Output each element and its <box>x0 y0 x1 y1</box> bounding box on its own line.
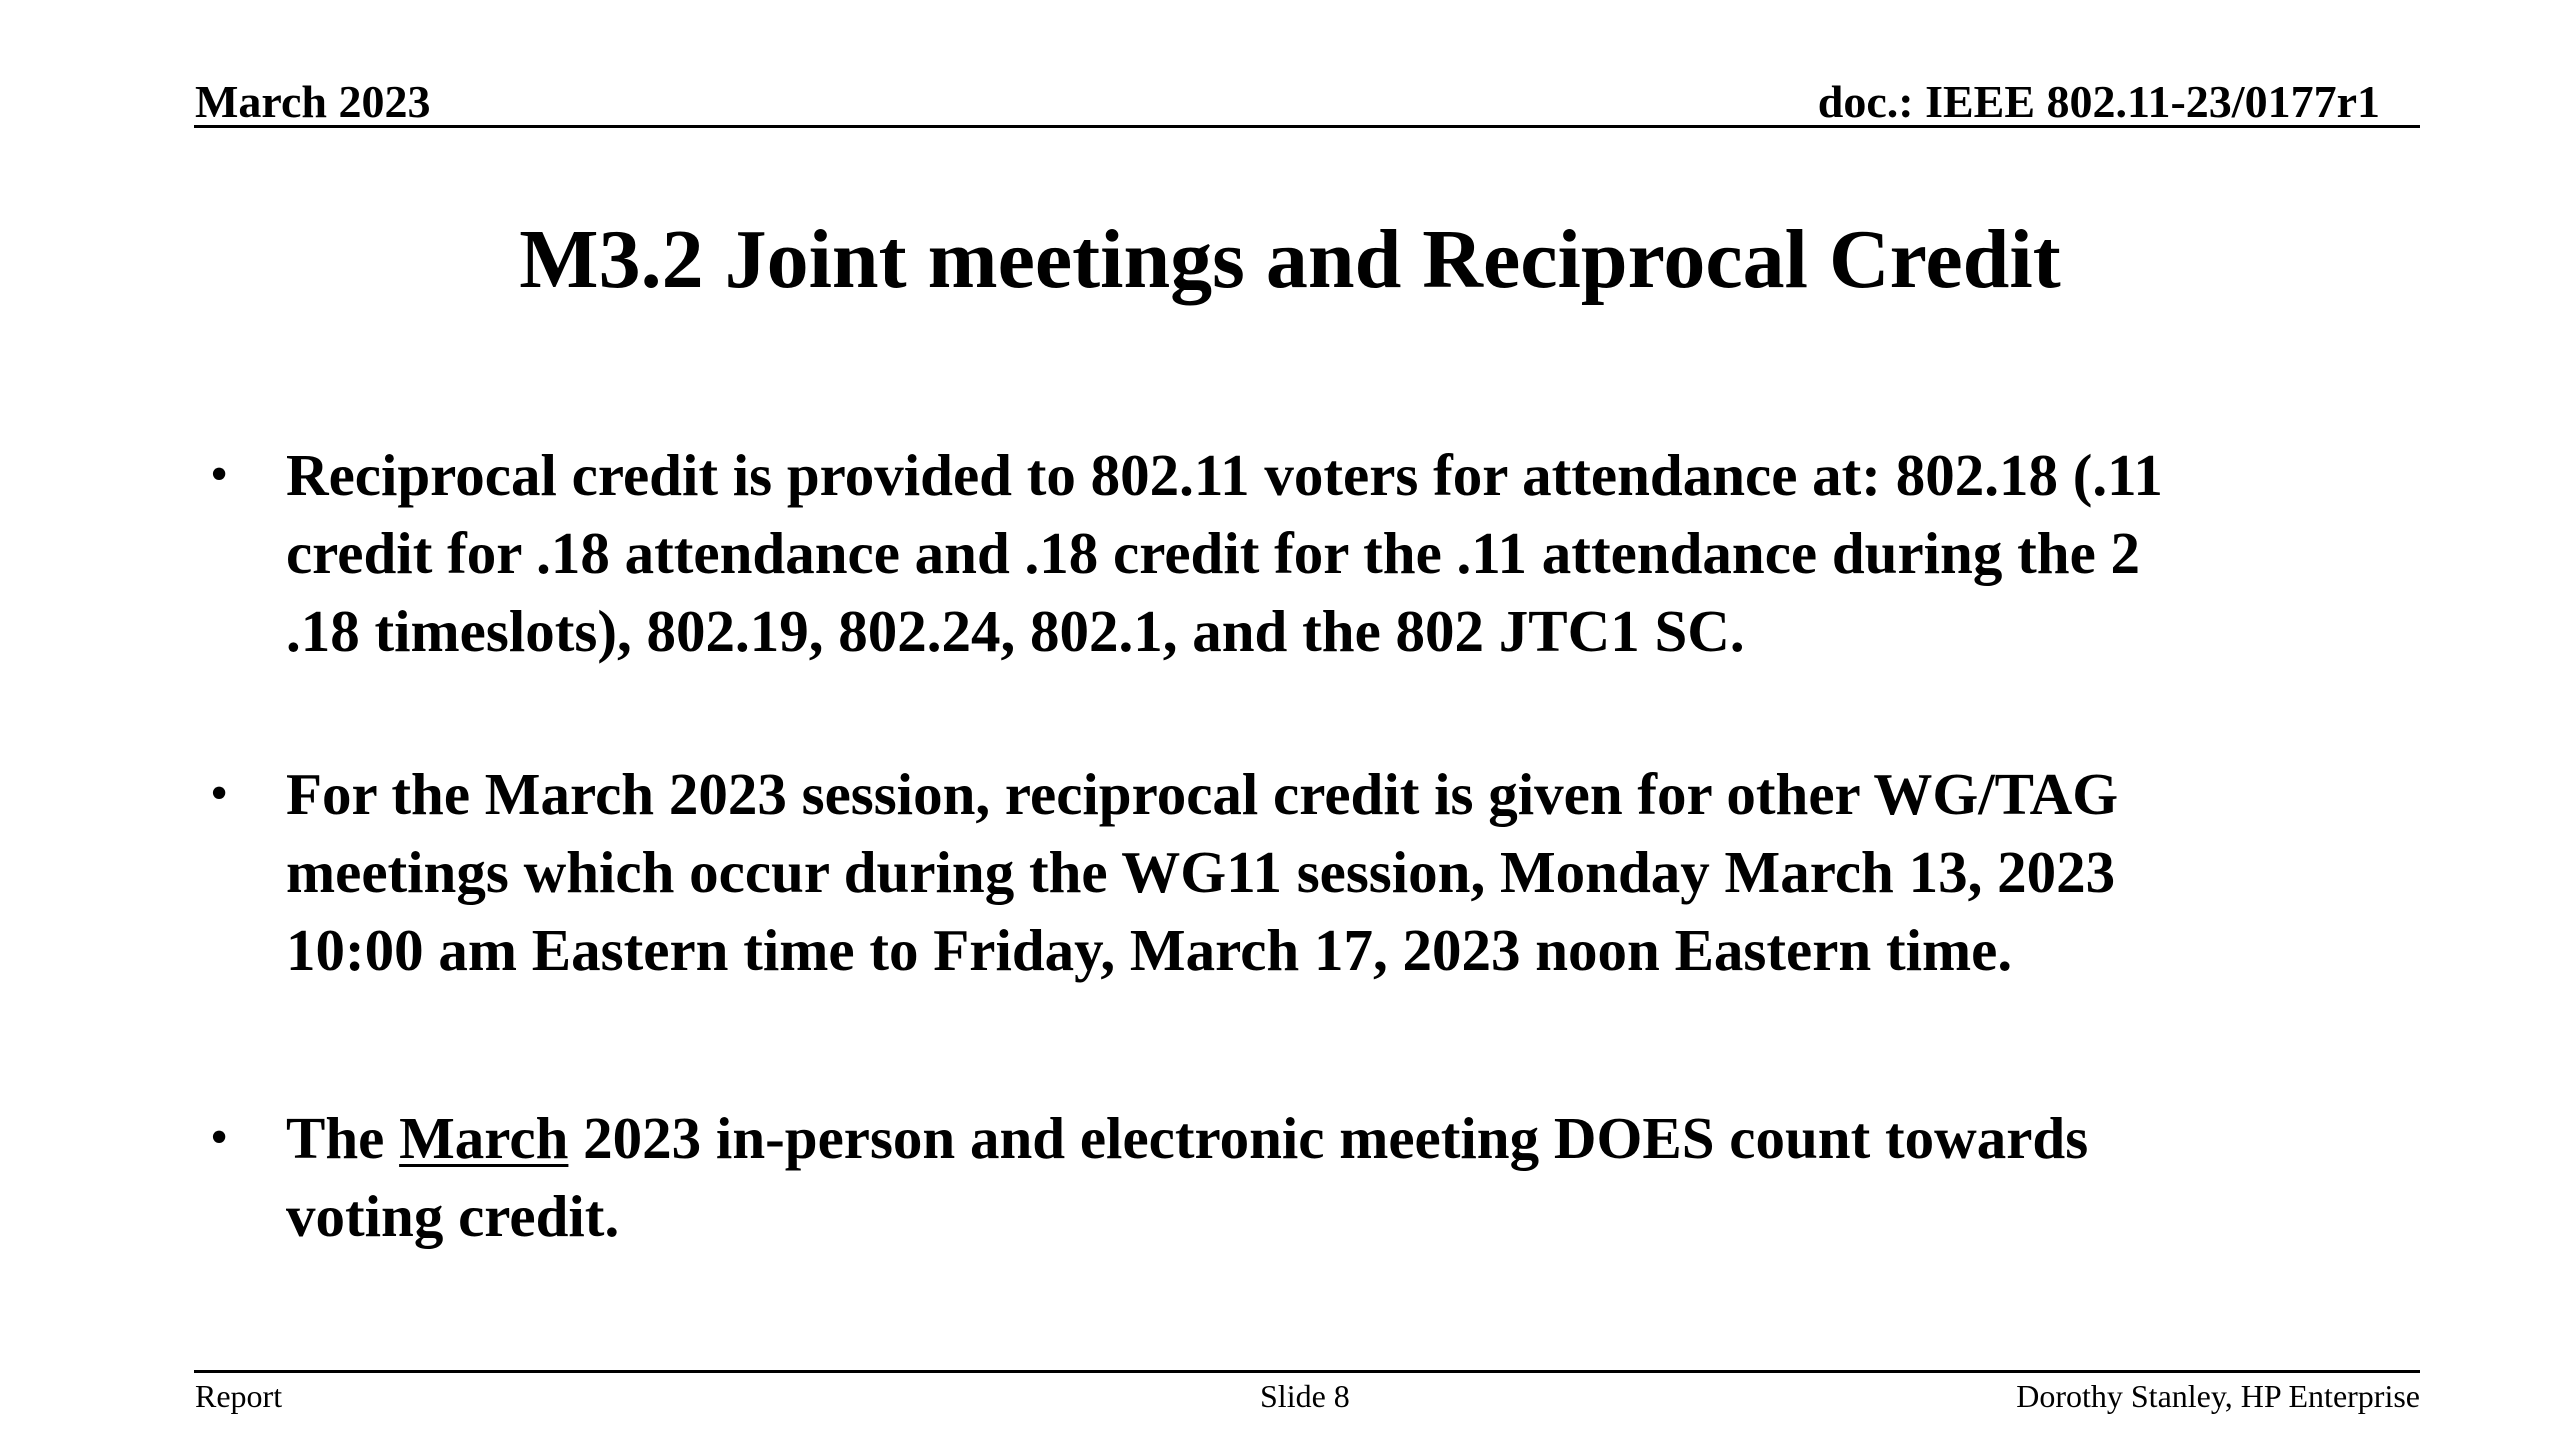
bullet-line: credit for .18 attendance and .18 credit for the .11 attendance during the 2 <box>286 520 2141 586</box>
bullet-icon: • <box>210 446 229 503</box>
bullet-item <box>210 755 2410 989</box>
bullet-line: voting credit. <box>286 1183 620 1249</box>
bullet-list <box>210 436 2410 1255</box>
footer-author: Dorothy Stanley, HP Enterprise <box>2016 1378 2420 1414</box>
bullet-icon: • <box>210 765 229 822</box>
bullet-line: For the March 2023 session, reciprocal credit is given for other WG/TAG <box>286 761 2119 827</box>
footer-slide-number: Slide 8 <box>1260 1378 1350 1414</box>
bullet-line: meetings which occur during the WG11 session, Monday March 13, 2023 <box>286 839 2116 905</box>
bullet-line: 10:00 am Eastern time to Friday, March 17, 2023 noon Eastern time. <box>286 917 2013 983</box>
bullet-text-suffix: 2023 in-person and electronic meeting DOES count towards <box>568 1105 2089 1171</box>
underlined-word: March <box>399 1105 569 1171</box>
bullet-item <box>210 1099 2410 1255</box>
bullet-icon: • <box>210 1109 229 1166</box>
bullet-text-prefix: The <box>286 1105 400 1171</box>
header-divider <box>194 125 2420 128</box>
footer-left: Report <box>195 1378 283 1414</box>
bullet-line: .18 timeslots), 802.19, 802.24, 802.1, and the 802 JTC1 SC. <box>286 598 1745 664</box>
slide-title: M3.2 Joint meetings and Reciprocal Credit <box>519 213 2061 306</box>
bullet-item <box>210 436 2410 670</box>
header-date: March 2023 <box>195 76 431 127</box>
header-doc-id: doc.: IEEE 802.11-23/0177r1 <box>1817 76 2380 127</box>
bullet-line: Reciprocal credit is provided to 802.11 voters for attendance at: 802.18 (.11 <box>286 442 2163 508</box>
footer-divider <box>194 1370 2420 1373</box>
